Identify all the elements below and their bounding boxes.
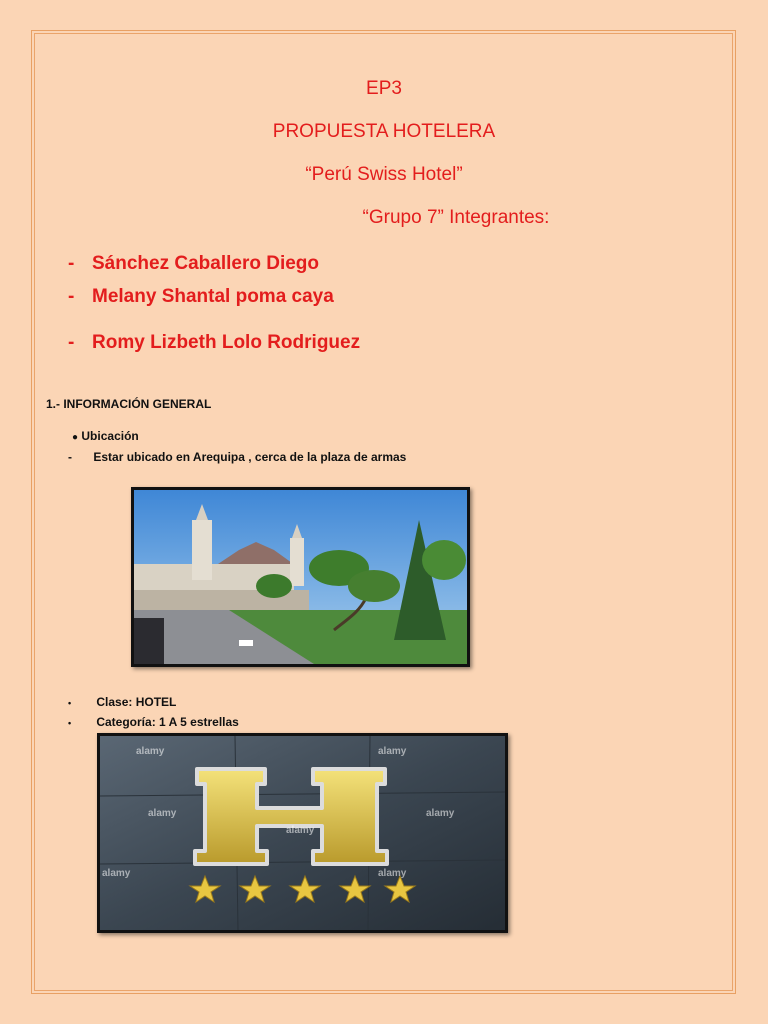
hotel-five-star-image (97, 733, 508, 933)
group-heading: “Grupo 7” Integrantes: (362, 207, 550, 228)
watermark-text: alamy (102, 868, 131, 879)
ubicacion-label: Ubicación (81, 429, 139, 443)
doc-code: EP3 (366, 78, 402, 99)
watermark-text: alamy (426, 808, 455, 819)
member-dash: - (68, 286, 75, 307)
member-item (68, 331, 360, 355)
hotel-h-stars-illustration (100, 736, 505, 930)
section-title: 1.- INFORMACIÓN GENERAL (46, 397, 212, 411)
bullet-icon: ● (72, 432, 79, 443)
member-item (68, 285, 334, 309)
ubicacion-text: Estar ubicado en Arequipa , cerca de la plaza de armas (93, 450, 407, 464)
member-name: Romy Lizbeth Lolo Rodriguez (92, 332, 361, 353)
dash-marker: - (68, 450, 72, 464)
hotel-name: “Perú Swiss Hotel” (305, 164, 463, 185)
list-item (68, 694, 176, 711)
member-dash: - (68, 253, 75, 274)
list-item (68, 449, 406, 465)
plaza-photo-illustration (134, 490, 467, 664)
watermark-text: alamy (148, 808, 177, 819)
list-item (68, 714, 239, 731)
watermark-text: alamy (378, 746, 407, 757)
bullet-icon: • (68, 718, 72, 728)
doc-title: PROPUESTA HOTELERA (272, 121, 496, 142)
member-name: Melany Shantal poma caya (92, 286, 334, 307)
member-item (68, 252, 319, 276)
watermark-text: alamy (286, 825, 315, 836)
clase-text: Clase: HOTEL (96, 695, 177, 709)
watermark-text: alamy (378, 868, 407, 879)
member-dash: - (68, 332, 75, 353)
plaza-de-armas-photo (131, 487, 470, 667)
list-item (72, 428, 139, 446)
categoria-text: Categoría: 1 A 5 estrellas (96, 715, 239, 729)
member-name: Sánchez Caballero Diego (92, 253, 320, 274)
bullet-icon: • (68, 698, 72, 708)
watermark-text: alamy (136, 746, 165, 757)
